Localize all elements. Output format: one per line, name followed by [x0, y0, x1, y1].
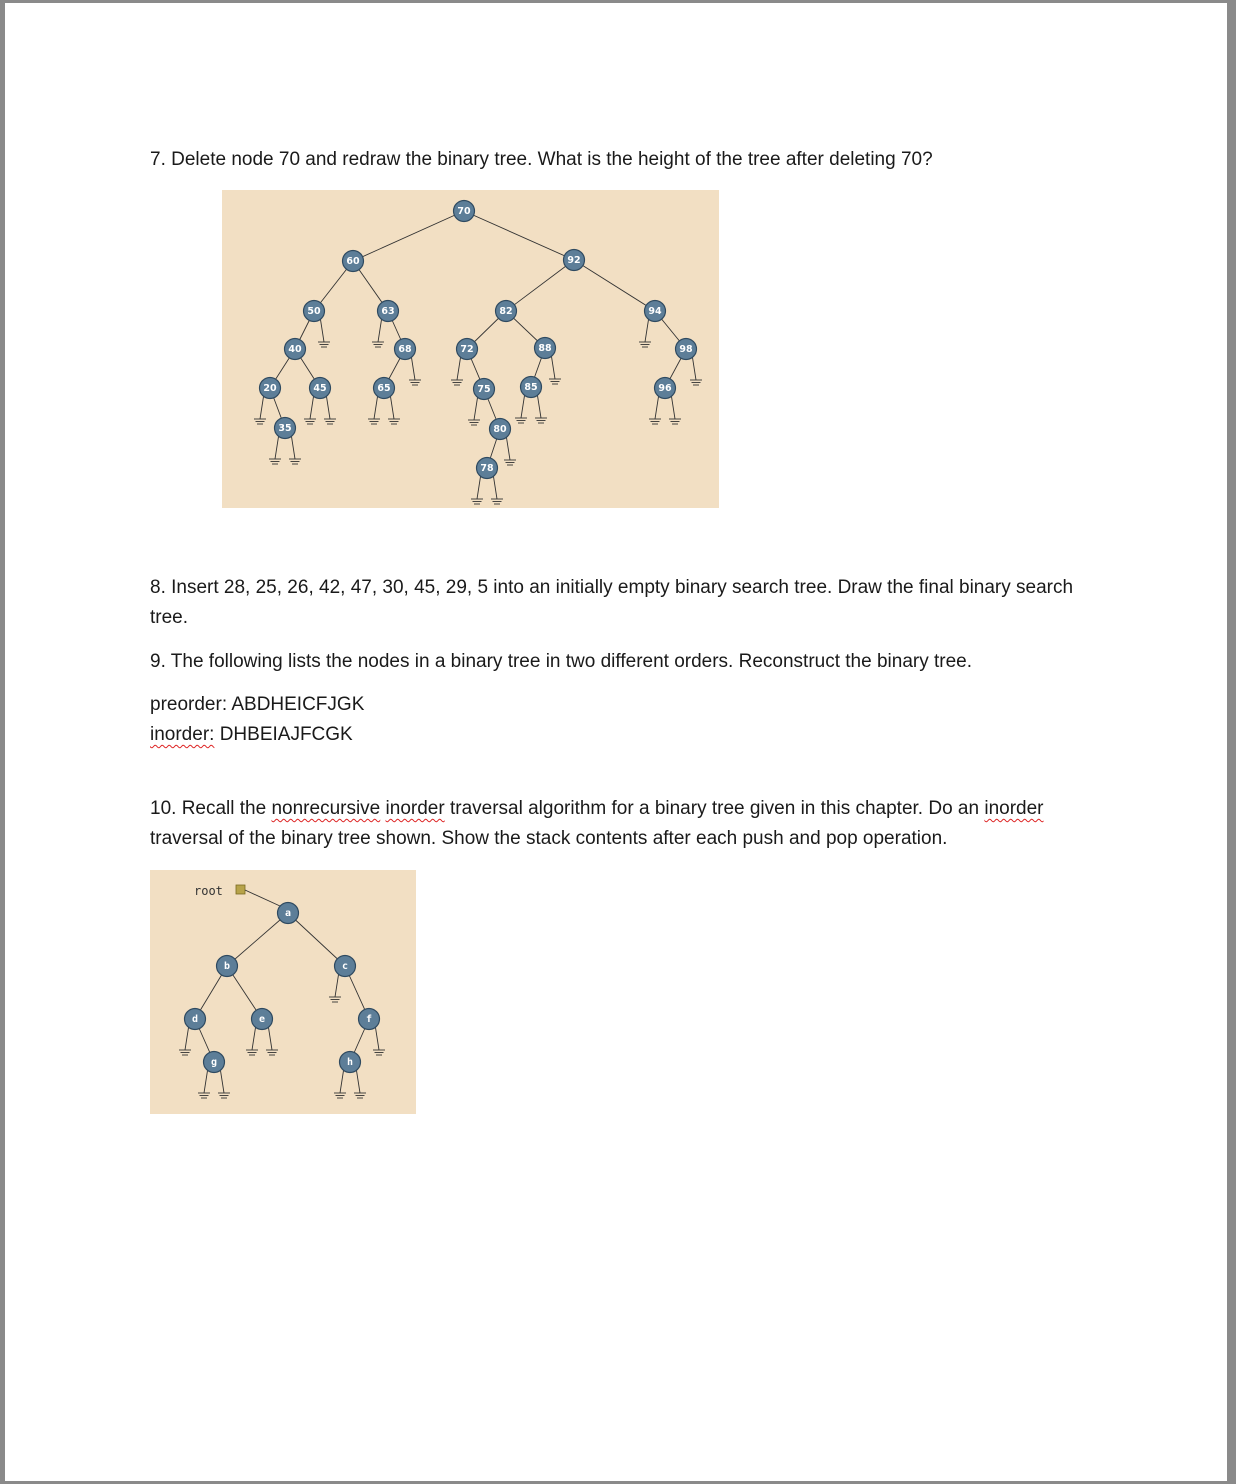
svg-text:c: c [341, 961, 349, 972]
t7-node-92 [564, 250, 585, 271]
t7-node-94 [645, 301, 666, 322]
svg-text:b: b [223, 961, 231, 972]
t7-null-88-r-link [551, 355, 555, 379]
q10-text-part2: traversal algorithm for a binary tree given in this chapter. Do an [449, 798, 980, 819]
t7-node-75 [474, 379, 495, 400]
t7-node-35 [275, 418, 296, 439]
svg-text:g: g [210, 1057, 218, 1068]
t10-node-c [335, 956, 356, 977]
root-pointer-box [236, 885, 245, 894]
svg-text:63: 63 [381, 306, 395, 317]
preorder-label: preorder: [150, 694, 228, 715]
t7-node-80 [490, 419, 511, 440]
t7-null-63-l-link [378, 318, 382, 342]
svg-text:f: f [365, 1014, 373, 1025]
q10-text-part3: traversal of the binary tree shown. Show the stack contents after each push and pop operation. [150, 828, 948, 849]
t10-node-d [185, 1009, 206, 1030]
tree-figure-q7 [222, 190, 719, 508]
t10-null-g-r-link [220, 1069, 224, 1093]
svg-text:45: 45 [313, 383, 327, 394]
t7-node-88 [535, 338, 556, 359]
t7-null-45-l-link [310, 395, 314, 419]
binary-tree-q7 [222, 190, 719, 508]
t7-node-63 [378, 301, 399, 322]
t7-null-45-r-link [326, 395, 330, 419]
preorder-line [150, 690, 364, 720]
t7-edge-92-94 [574, 260, 655, 311]
inorder-line [150, 720, 353, 750]
svg-text:50: 50 [307, 306, 321, 317]
svg-text:68: 68 [398, 344, 412, 355]
t7-node-70 [454, 201, 475, 222]
svg-text:60: 60 [346, 256, 360, 267]
t10-null-e-r-link [268, 1026, 272, 1050]
binary-tree-q10 [150, 870, 416, 1114]
t10-edge-a-c [288, 913, 345, 966]
svg-text:d: d [191, 1014, 199, 1025]
t7-null-65-r-link [390, 395, 394, 419]
question-9: 9. The following lists the nodes in a binary tree in two different orders. Reconstruct the binary tree. [150, 651, 973, 672]
t7-node-78 [477, 458, 498, 479]
tree-figure-q10 [150, 870, 416, 1114]
t7-null-35-r-link [291, 435, 295, 459]
t7-null-94-l-link [645, 318, 649, 342]
t7-null-98-r-link [692, 356, 696, 380]
t10-null-h-r-link [356, 1069, 360, 1093]
question-10 [150, 794, 1090, 854]
t10-node-f [359, 1009, 380, 1030]
t10-node-b [217, 956, 238, 977]
preorder-value: ABDHEICFJGK [231, 694, 365, 715]
t7-node-68 [395, 339, 416, 360]
q10-word-nonrecursive: nonrecursive [271, 798, 381, 819]
t7-edge-70-60 [353, 211, 464, 261]
svg-text:72: 72 [460, 344, 474, 355]
svg-text:75: 75 [477, 384, 491, 395]
t10-null-d-l-link [185, 1026, 189, 1050]
svg-text:85: 85 [524, 382, 538, 393]
t10-null-h-l-link [340, 1069, 344, 1093]
t7-node-72 [457, 339, 478, 360]
t7-null-78-r-link [493, 475, 497, 499]
inorder-value: DHBEIAJFCGK [219, 724, 353, 745]
svg-text:78: 78 [480, 463, 494, 474]
document-page [5, 3, 1227, 1481]
t7-node-98 [676, 339, 697, 360]
t7-null-78-l-link [477, 475, 481, 499]
t7-null-72-l-link [457, 356, 461, 380]
t7-null-85-l-link [521, 394, 525, 418]
t10-null-f-r-link [375, 1026, 379, 1050]
svg-text:e: e [258, 1014, 266, 1025]
root-label: root [194, 884, 223, 898]
root-pointer-arrow [245, 890, 280, 906]
q10-word-inorder: inorder [385, 798, 445, 819]
t7-null-20-l-link [260, 395, 264, 419]
t7-null-68-r-link [411, 356, 415, 380]
t10-node-e [252, 1009, 273, 1030]
t7-node-65 [374, 378, 395, 399]
svg-text:96: 96 [658, 383, 672, 394]
svg-text:70: 70 [457, 206, 471, 217]
t7-null-75-l-link [474, 396, 478, 420]
t7-null-96-r-link [671, 395, 675, 419]
t7-null-96-l-link [655, 395, 659, 419]
t7-edge-70-92 [464, 211, 574, 260]
t7-edge-92-82 [506, 260, 574, 311]
svg-text:94: 94 [648, 306, 662, 317]
t7-null-65-l-link [374, 395, 378, 419]
inorder-label: inorder: [150, 724, 215, 745]
svg-text:a: a [284, 908, 292, 919]
svg-text:40: 40 [288, 344, 302, 355]
t10-node-g [204, 1052, 225, 1073]
t7-null-50-r-link [320, 318, 324, 342]
svg-text:82: 82 [499, 306, 513, 317]
q10-word-inorder-2: inorder [984, 798, 1044, 819]
svg-text:92: 92 [567, 255, 581, 266]
t7-null-35-l-link [275, 435, 279, 459]
svg-text:88: 88 [538, 343, 552, 354]
t7-node-50 [304, 301, 325, 322]
t10-null-e-l-link [252, 1026, 256, 1050]
t7-node-85 [521, 377, 542, 398]
t7-null-80-r-link [506, 436, 510, 460]
svg-text:65: 65 [377, 383, 391, 394]
t7-node-96 [655, 378, 676, 399]
svg-text:80: 80 [493, 424, 507, 435]
t7-node-40 [285, 339, 306, 360]
t10-null-g-l-link [204, 1069, 208, 1093]
svg-text:98: 98 [679, 344, 693, 355]
t7-node-20 [260, 378, 281, 399]
question-8: 8. Insert 28, 25, 26, 42, 47, 30, 45, 29, 5 into an initially empty binary search tree. Draw the final binary search tree. [150, 577, 1074, 628]
t7-null-85-r-link [537, 394, 541, 418]
t10-node-h [340, 1052, 361, 1073]
t10-edge-a-b [227, 913, 288, 966]
t10-null-c-l-link [335, 973, 339, 997]
t7-node-82 [496, 301, 517, 322]
t10-node-a [278, 903, 299, 924]
svg-text:h: h [346, 1057, 354, 1068]
t7-node-45 [310, 378, 331, 399]
question-7: 7. Delete node 70 and redraw the binary tree. What is the height of the tree after deleting 70? [150, 149, 933, 170]
q10-text-part1: 10. Recall the [150, 798, 267, 819]
svg-text:20: 20 [263, 383, 277, 394]
t7-node-60 [343, 251, 364, 272]
svg-text:35: 35 [278, 423, 292, 434]
